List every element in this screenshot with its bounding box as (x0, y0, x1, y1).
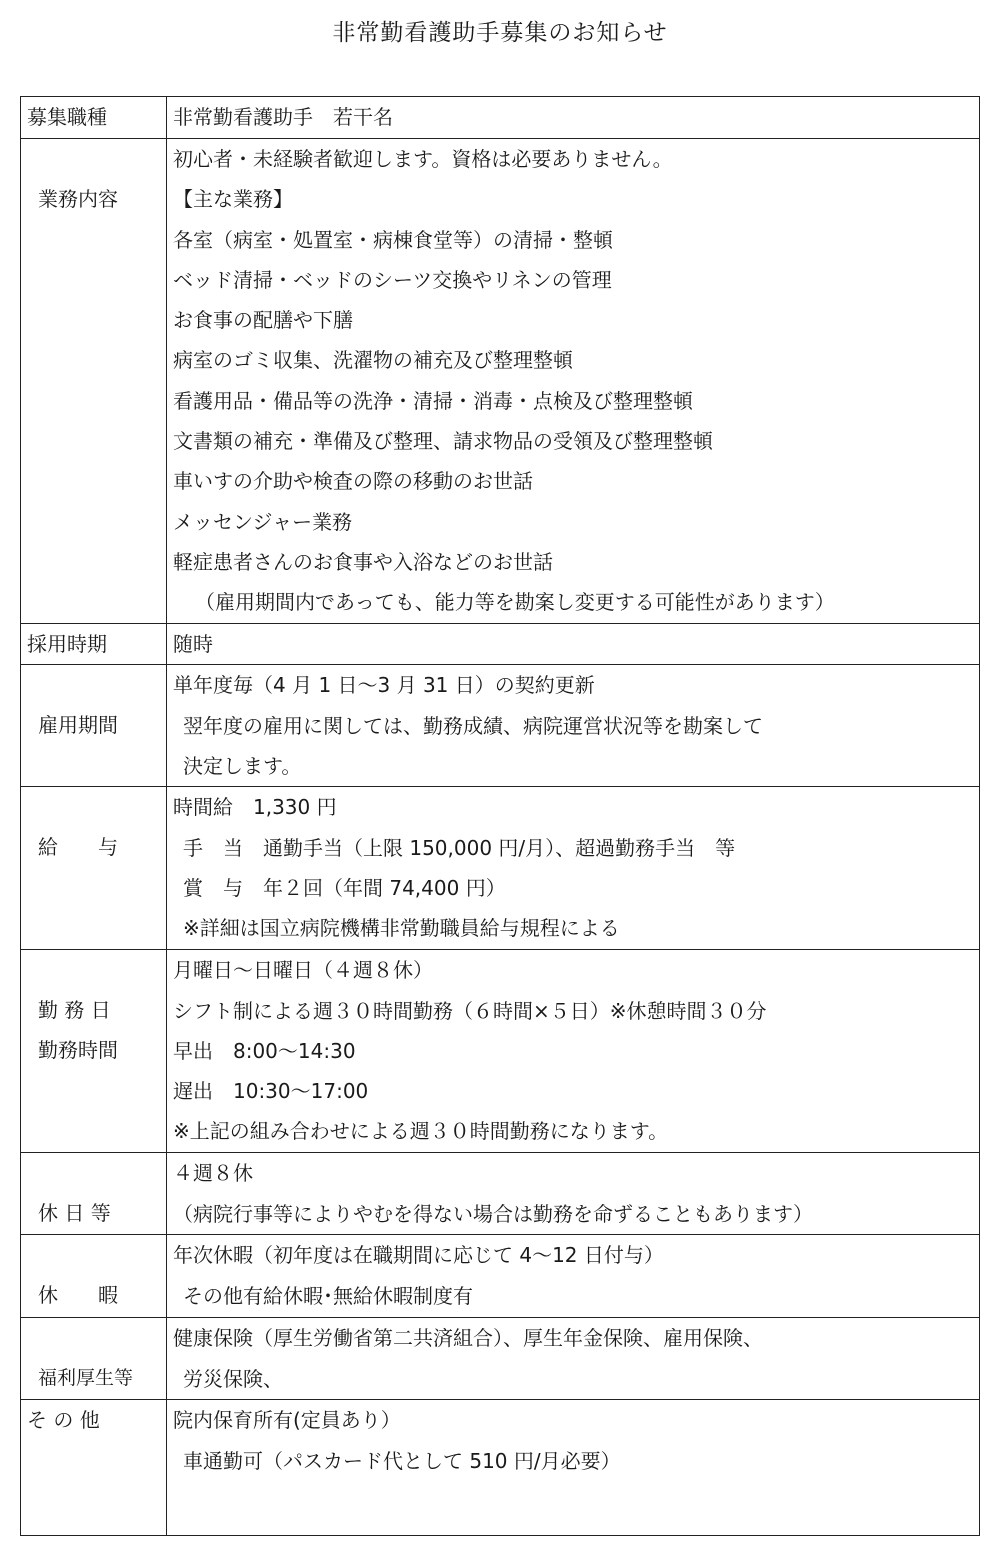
label-cell (21, 950, 167, 1153)
employment-line: 単年度毎（4 月 1 日～3 月 31 日）の契約更新 (173, 673, 595, 698)
row-hiring-period (21, 624, 980, 665)
label-employment-period: 雇用期間 (38, 713, 118, 738)
duty-line: お食事の配膳や下膳 (173, 308, 353, 333)
duty-note: （雇用期間内であっても、能力等を勘案し変更する可能性があります） (195, 590, 835, 615)
label-cell (21, 1318, 167, 1400)
content-cell (167, 1318, 980, 1400)
other-line: 車通勤可（パスカード代として 510 円/月必要） (183, 1448, 621, 1473)
label-cell (21, 787, 167, 950)
job-type-text: 非常勤看護助手 若干名 (173, 105, 393, 129)
duty-line: 車いすの介助や検査の際の移動のお世話 (173, 469, 533, 494)
work-line: 早出 8:00～14:30 (173, 1038, 356, 1063)
row-welfare (21, 1318, 980, 1400)
label-cell (21, 665, 167, 787)
salary-line: 賞 与 年２回（年間 74,400 円） (183, 875, 506, 900)
row-job-type (21, 97, 980, 139)
duty-line: メッセンジャー業務 (173, 509, 353, 534)
content-cell (167, 1400, 980, 1536)
label-cell (21, 624, 167, 665)
row-holidays (21, 1153, 980, 1235)
welfare-line: 労災保険、 (183, 1366, 283, 1391)
label-cell (21, 1400, 167, 1536)
duty-line: 初心者・未経験者歓迎します。資格は必要ありません。 (173, 147, 673, 171)
work-line: シフト制による週３０時間勤務（６時間×５日）※休憩時間３０分 (173, 998, 767, 1023)
work-line: 月曜日～日曜日（４週８休） (173, 958, 433, 983)
hiring-period-text: 随時 (173, 632, 213, 656)
duty-line: 病室のゴミ収集、洗濯物の補充及び整理整頓 (173, 348, 573, 373)
duty-line: 各室（病室・処置室・病棟食堂等）の清掃・整頓 (173, 227, 613, 252)
duty-line: 【主な業務】 (173, 187, 293, 212)
label-duties: 業務内容 (38, 187, 118, 211)
recruitment-table (20, 96, 980, 1536)
label-hiring-period: 採用時期 (27, 632, 107, 656)
label-holidays: 休 日 等 (38, 1201, 111, 1226)
page-title: 非常勤看護助手募集のお知らせ (332, 20, 668, 46)
row-salary (21, 787, 980, 950)
label-job-type: 募集職種 (27, 105, 107, 129)
work-line: ※上記の組み合わせによる週３０時間勤務になります。 (173, 1119, 669, 1144)
content-cell (167, 950, 980, 1153)
employment-line: 決定します。 (183, 753, 302, 778)
employment-line: 翌年度の雇用に関しては、勤務成績、病院運営状況等を勘案して (183, 713, 763, 738)
label-welfare: 福利厚生等 (38, 1367, 134, 1390)
row-leave (21, 1235, 980, 1318)
leave-line: その他有給休暇･無給休暇制度有 (183, 1283, 473, 1308)
duty-line: 文書類の補充・準備及び整理、請求物品の受領及び整理整頓 (173, 429, 713, 454)
content-cell (167, 1235, 980, 1318)
label-cell (21, 1235, 167, 1318)
row-employment-period (21, 665, 980, 787)
label-leave: 休 暇 (38, 1283, 118, 1308)
holiday-line: （病院行事等によりやむを得ない場合は勤務を命ずることもあります） (173, 1201, 813, 1226)
salary-line: 時間給 1,330 円 (173, 795, 337, 820)
salary-line: ※詳細は国立病院機構非常勤職員給与規程による (183, 916, 620, 941)
content-cell (167, 665, 980, 787)
work-line: 遅出 10:30～17:00 (173, 1079, 369, 1104)
salary-line: 手 当 通勤手当（上限 150,000 円/月）、超過勤務手当 等 (183, 835, 736, 860)
label-other: そ の 他 (27, 1408, 100, 1433)
content-cell (167, 1153, 980, 1235)
row-other (21, 1400, 980, 1536)
holiday-line: ４週８休 (173, 1161, 253, 1186)
label-work-hours: 勤務時間 (38, 1038, 118, 1063)
content-cell (167, 624, 980, 665)
content-cell (167, 139, 980, 624)
welfare-line: 健康保険（厚生労働省第二共済組合）、厚生年金保険、雇用保険、 (173, 1326, 763, 1351)
content-cell (167, 787, 980, 950)
label-cell (21, 97, 167, 139)
label-work-days: 勤 務 日 (38, 998, 111, 1023)
row-work-days (21, 950, 980, 1153)
duty-line: ベッド清掃・ベッドのシーツ交換やリネンの管理 (173, 267, 612, 292)
duty-line: 看護用品・備品等の洗浄・清掃・消毒・点検及び整理整頓 (173, 388, 693, 413)
row-duties (21, 139, 980, 624)
label-cell (21, 139, 167, 624)
duty-line: 軽症患者さんのお食事や入浴などのお世話 (173, 549, 553, 574)
leave-line: 年次休暇（初年度は在職期間に応じて 4～12 日付与） (173, 1243, 664, 1268)
other-line: 院内保育所有(定員あり） (173, 1408, 401, 1433)
label-salary: 給 与 (38, 835, 118, 860)
content-cell (167, 97, 980, 139)
label-cell (21, 1153, 167, 1235)
